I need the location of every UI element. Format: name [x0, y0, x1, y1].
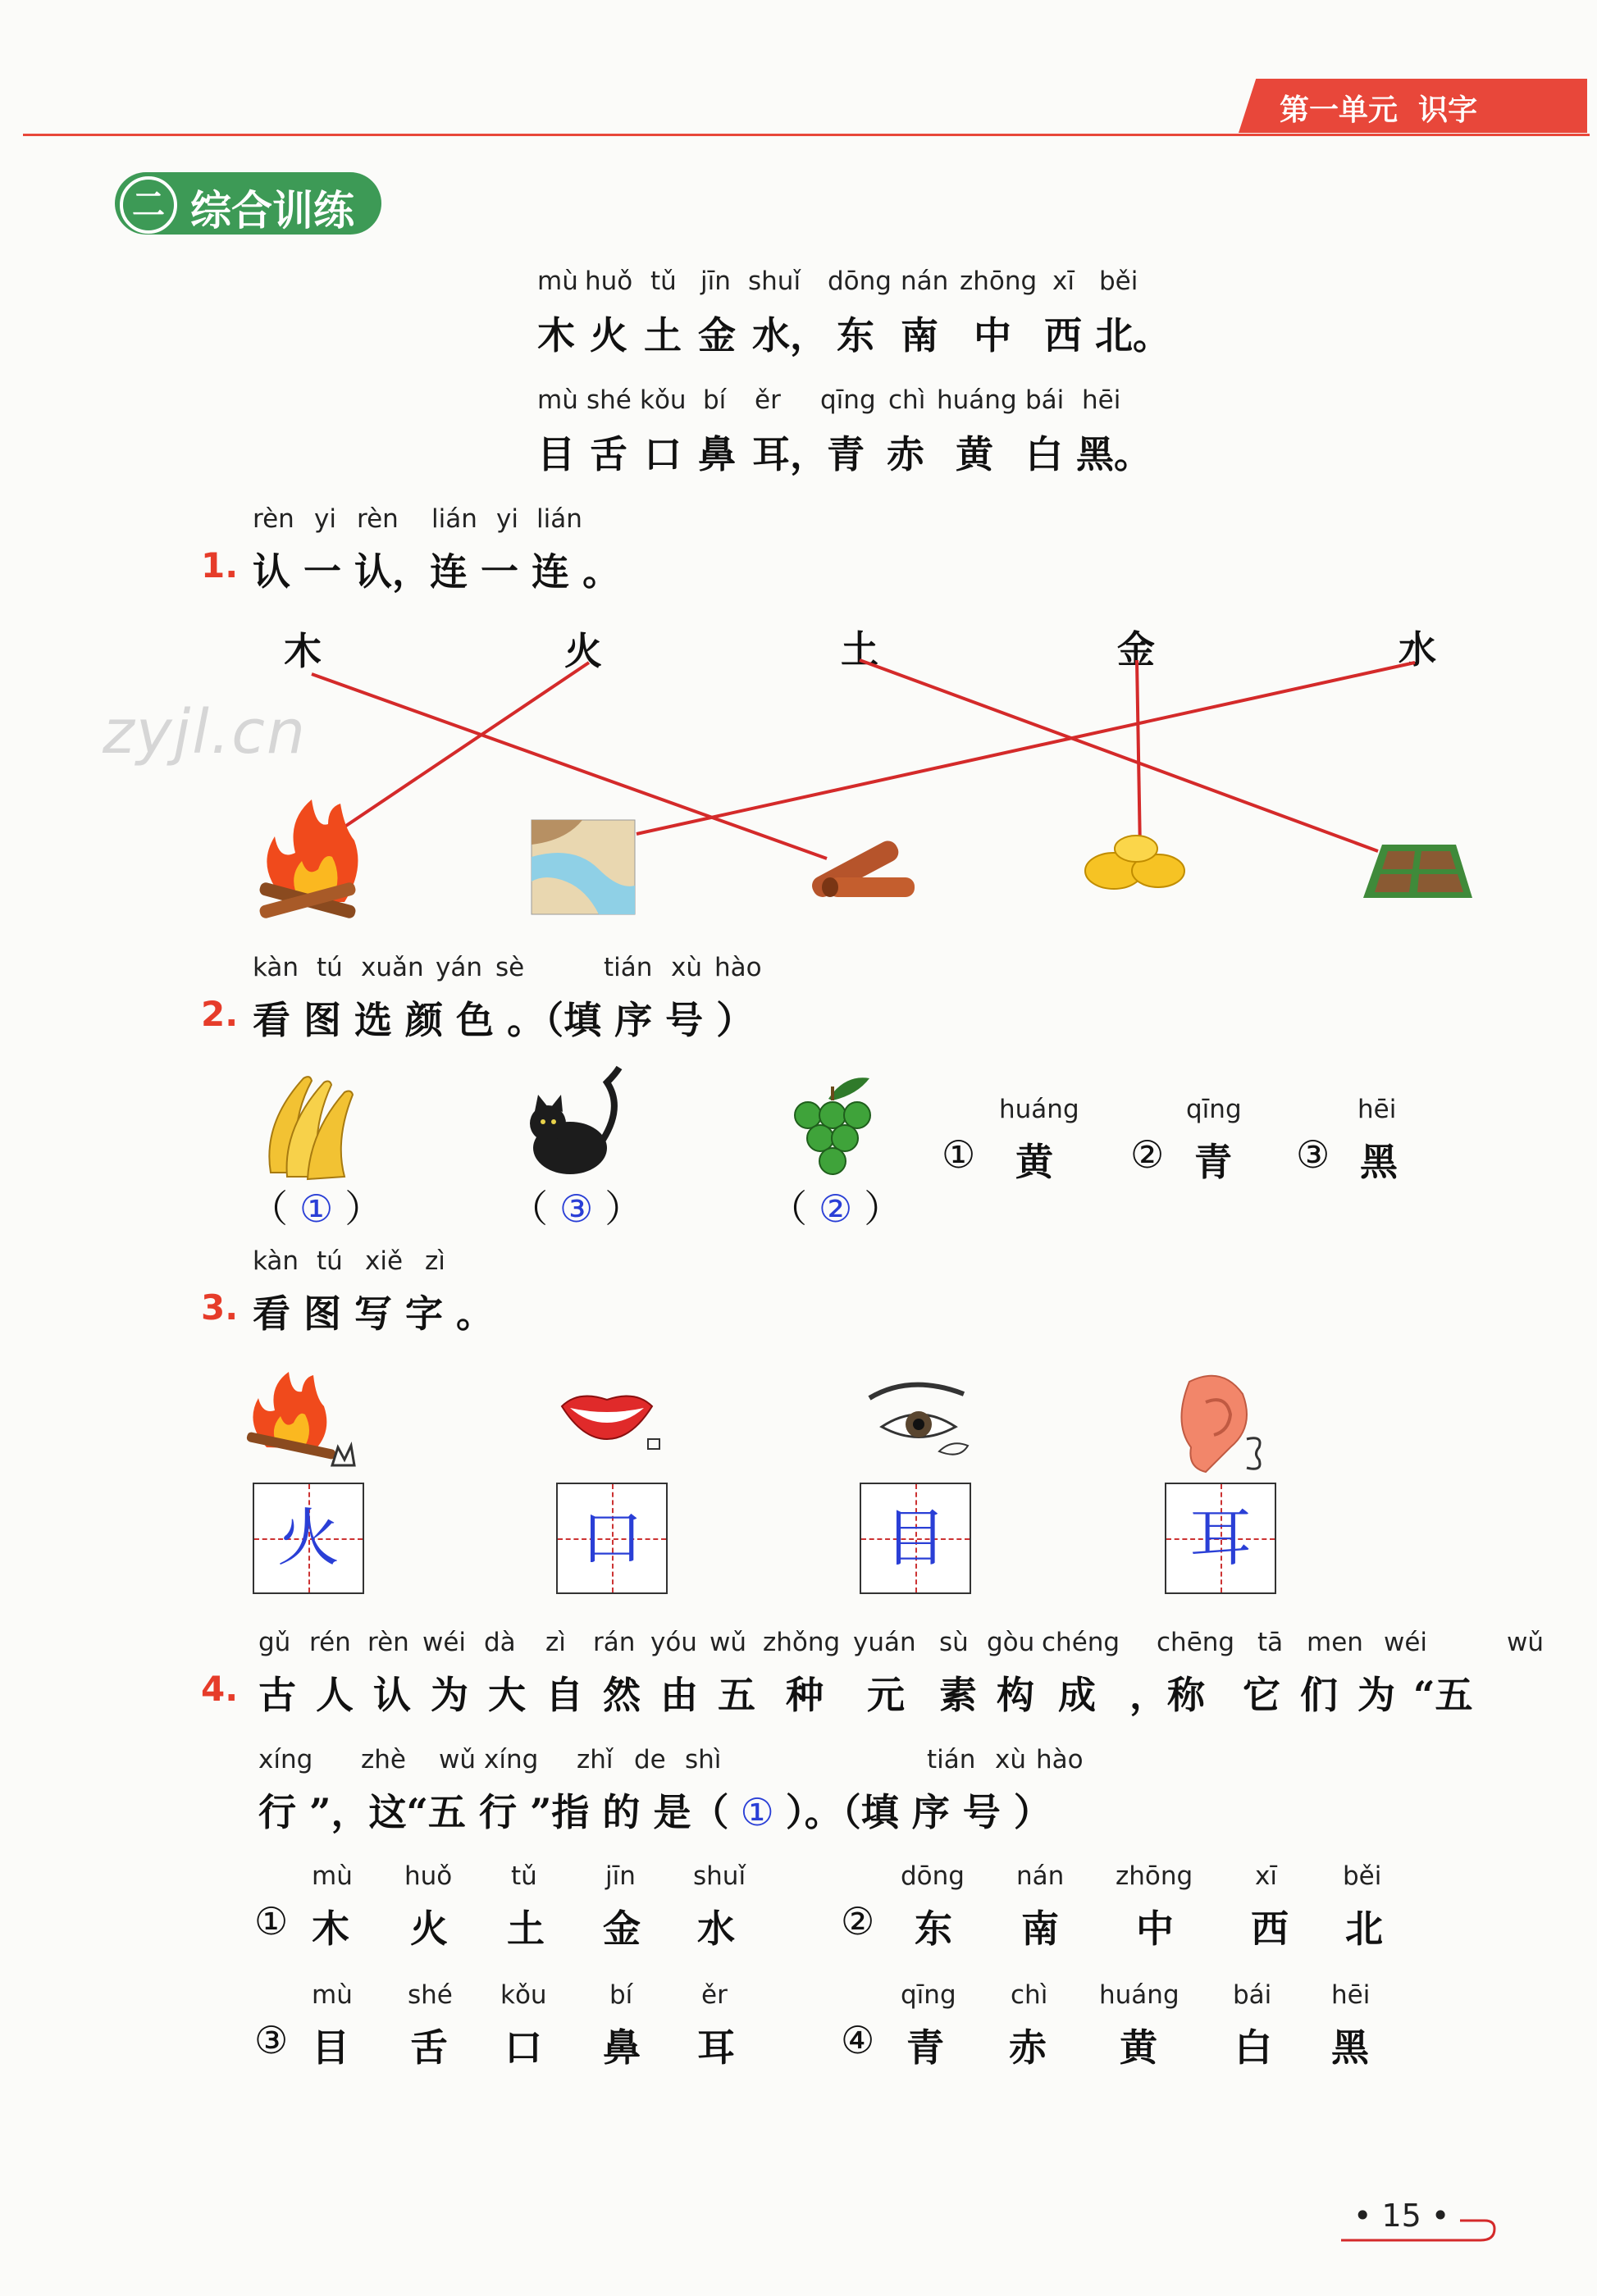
- page-number-swoosh: [1337, 2214, 1501, 2247]
- q1-text: 认 一 认，连 一 连 。: [253, 549, 621, 594]
- pinyin: lián: [536, 504, 582, 534]
- option-mark: ④: [841, 2018, 875, 2062]
- hanzi: 青: [906, 2025, 944, 2070]
- pinyin: dōng: [901, 1861, 965, 1891]
- q1-top-char: 土: [841, 627, 878, 672]
- pinyin: dōng: [828, 266, 892, 296]
- paren: （: [769, 1187, 807, 1231]
- pinyin: kǒu: [500, 1980, 547, 2010]
- hanzi: 水，: [752, 313, 828, 358]
- q2-answer-cat[interactable]: [510, 1179, 642, 1233]
- pinyin: wéi: [1384, 1628, 1428, 1657]
- hanzi: 火: [590, 313, 627, 358]
- pinyin: xuǎn: [361, 953, 424, 982]
- section-title: 综合训练: [190, 187, 354, 235]
- pinyin: mù: [537, 266, 578, 296]
- pinyin: huáng: [999, 1095, 1079, 1124]
- pinyin: rán: [593, 1628, 636, 1657]
- answer-text: ②: [819, 1187, 853, 1231]
- pinyin: shì: [685, 1745, 722, 1774]
- writing-grid-er[interactable]: [1165, 1483, 1276, 1594]
- hanzi: 木: [537, 313, 575, 358]
- pinyin: de: [634, 1745, 666, 1774]
- pinyin: yi: [314, 504, 336, 534]
- writing-grid-mu[interactable]: [860, 1483, 971, 1594]
- hanzi: 黑。: [1076, 432, 1152, 476]
- pinyin: gòu: [987, 1628, 1035, 1657]
- hanzi: 北。: [1095, 313, 1170, 358]
- pinyin: xíng: [484, 1745, 539, 1774]
- hanzi: 白: [1234, 2025, 1272, 2070]
- pinyin: bái: [1025, 385, 1065, 415]
- q2-answer-grape[interactable]: [769, 1179, 901, 1233]
- pinyin: huǒ: [404, 1861, 453, 1891]
- pinyin: qīng: [1186, 1095, 1242, 1124]
- paren: ）: [344, 1187, 383, 1231]
- pinyin: sè: [495, 953, 525, 982]
- pinyin: chéng: [1042, 1628, 1120, 1657]
- hanzi: 西: [1251, 1906, 1289, 1951]
- written-char: 口: [581, 1501, 643, 1574]
- q1-matching-area: [0, 0, 1597, 984]
- pinyin: yóu: [650, 1628, 697, 1657]
- hanzi: 大: [488, 1673, 526, 1717]
- option-mark: ①: [254, 1899, 289, 1943]
- pinyin: běi: [1343, 1861, 1382, 1891]
- pinyin: mù: [312, 1980, 353, 2010]
- pinyin: xī: [1255, 1861, 1277, 1891]
- paren: （: [510, 1187, 548, 1231]
- eye-picture: [869, 1385, 968, 1455]
- pinyin: zhǐ: [577, 1745, 614, 1774]
- option-char: 青: [1194, 1140, 1232, 1184]
- pinyin: hēi: [1357, 1095, 1397, 1124]
- matching-lines: [312, 660, 1415, 859]
- hanzi: 五: [718, 1673, 755, 1717]
- option-char: 黑: [1360, 1140, 1398, 1184]
- hanzi: 成: [1058, 1673, 1096, 1717]
- fire-picture: [258, 800, 358, 919]
- option-mark: ③: [254, 2018, 289, 2062]
- answer-text: ③: [559, 1187, 594, 1231]
- written-char: 目: [884, 1501, 947, 1574]
- option-mark: ③: [1296, 1132, 1330, 1177]
- hanzi: 自: [545, 1673, 583, 1717]
- hanzi: 南: [1021, 1906, 1059, 1951]
- hanzi: 中: [974, 313, 1011, 358]
- pinyin: tián: [604, 953, 653, 982]
- hanzi: 认: [373, 1673, 411, 1717]
- pinyin: ěr: [701, 1980, 728, 2010]
- pinyin: xíng: [258, 1745, 313, 1774]
- pinyin: hào: [714, 953, 762, 982]
- q1-top-char: 火: [564, 629, 602, 673]
- pinyin: men: [1307, 1628, 1363, 1657]
- hanzi: 口: [504, 2025, 542, 2070]
- page-number: • 15 •: [1353, 2198, 1450, 2234]
- q3-number: 3.: [201, 1287, 239, 1328]
- pinyin: qīng: [901, 1980, 956, 2010]
- pinyin: dà: [484, 1628, 516, 1657]
- hanzi: 素: [939, 1673, 977, 1717]
- hanzi: 东: [837, 313, 874, 358]
- pinyin: hēi: [1331, 1980, 1371, 2010]
- watermark: zyjl.cn: [103, 697, 307, 768]
- banana-picture: [269, 1077, 353, 1179]
- pinyin: xù: [995, 1745, 1026, 1774]
- pinyin: gǔ: [258, 1628, 291, 1657]
- hanzi: 青: [827, 432, 865, 476]
- hanzi: 南: [901, 313, 938, 358]
- pinyin: jīn: [700, 266, 731, 296]
- match-line-jin: [1137, 660, 1140, 851]
- hanzi: 金: [698, 313, 736, 358]
- pinyin: rèn: [253, 504, 294, 534]
- pinyin: bái: [1233, 1980, 1272, 2010]
- match-line-huo: [336, 663, 589, 832]
- pinyin: shuǐ: [748, 266, 801, 296]
- hanzi: 舌: [590, 432, 627, 476]
- hanzi: 鼻: [603, 2025, 641, 2070]
- pinyin: lián: [431, 504, 477, 534]
- pinyin: rèn: [357, 504, 399, 534]
- pinyin: zhōng: [1116, 1861, 1193, 1891]
- hanzi: 水: [697, 1906, 735, 1951]
- pinyin: mù: [312, 1861, 353, 1891]
- pinyin: huáng: [937, 385, 1017, 415]
- hanzi: 赤: [1009, 2025, 1047, 2070]
- hanzi: 它: [1243, 1673, 1280, 1717]
- written-char: 耳: [1189, 1501, 1252, 1574]
- answer-text: ①: [299, 1187, 334, 1231]
- q1-top-char: 水: [1399, 627, 1436, 672]
- pinyin: zhōng: [960, 266, 1038, 296]
- hanzi: 为: [1357, 1673, 1395, 1717]
- hanzi: 舌: [410, 2025, 448, 2070]
- hanzi: “五: [1413, 1673, 1473, 1717]
- hanzi: 金: [603, 1906, 641, 1951]
- pinyin: chì: [1011, 1980, 1048, 2010]
- pinyin: shé: [586, 385, 632, 415]
- pinyin: yuán: [853, 1628, 916, 1657]
- cat-picture: [530, 1068, 619, 1174]
- pinyin: kàn: [253, 1246, 299, 1276]
- pinyin: wǔ: [1507, 1628, 1545, 1657]
- q4-question-text: 行 ”，这“五 行 ”指 的 是（: [258, 1790, 729, 1834]
- option-mark: ②: [841, 1899, 875, 1943]
- hanzi: 构: [997, 1673, 1034, 1717]
- soil-picture: [1363, 845, 1472, 898]
- hanzi: 土: [507, 1906, 545, 1951]
- hanzi: 鼻: [698, 432, 736, 476]
- hanzi: 口: [644, 432, 682, 476]
- pinyin: wǔ: [439, 1745, 477, 1774]
- hanzi: 北: [1345, 1906, 1383, 1951]
- pinyin: tǔ: [650, 266, 677, 296]
- fire-picture: [246, 1372, 354, 1465]
- pinyin: zhǒng: [763, 1628, 841, 1657]
- q2-number: 2.: [201, 994, 239, 1034]
- q1-number: 1.: [201, 545, 239, 585]
- pinyin: xiě: [365, 1246, 404, 1276]
- pinyin: nán: [1016, 1861, 1065, 1891]
- pinyin: wéi: [422, 1628, 467, 1657]
- pinyin: zhè: [361, 1745, 406, 1774]
- hanzi: 黄: [1120, 2025, 1157, 2070]
- hanzi: 火: [410, 1906, 448, 1951]
- option-mark: ①: [942, 1132, 976, 1177]
- paren: ）: [605, 1187, 643, 1231]
- q4-question-text-end: ）。（填 序 号 ）: [785, 1790, 1052, 1834]
- q2-answer-banana[interactable]: [250, 1179, 382, 1233]
- pinyin: nán: [901, 266, 949, 296]
- pinyin: ěr: [755, 385, 781, 415]
- q1-top-char: 金: [1117, 627, 1155, 672]
- hanzi: 土: [644, 313, 682, 358]
- pinyin: yi: [496, 504, 518, 534]
- pinyin: xī: [1052, 266, 1075, 296]
- pinyin: chì: [888, 385, 926, 415]
- q3-text: 看 图 写 字 。: [253, 1292, 495, 1336]
- hanzi: 人: [316, 1673, 354, 1717]
- river-picture: [532, 820, 635, 914]
- pinyin: zì: [425, 1246, 445, 1276]
- hanzi: 东: [915, 1906, 952, 1951]
- hanzi: 们: [1300, 1673, 1338, 1717]
- q4-answer[interactable]: ①: [740, 1790, 774, 1834]
- pinyin: yán: [436, 953, 482, 982]
- pinyin: shuǐ: [693, 1861, 746, 1891]
- option-mark: ②: [1130, 1132, 1165, 1177]
- mouth-picture: [562, 1396, 659, 1450]
- pinyin: mù: [537, 385, 578, 415]
- pinyin: kǒu: [640, 385, 687, 415]
- hanzi: 目: [312, 2025, 349, 2070]
- q2-text: 看 图 选 颜 色 。（填 序 号 ）: [253, 998, 755, 1042]
- hanzi: 元: [867, 1673, 905, 1717]
- option-char: 黄: [1015, 1140, 1053, 1184]
- ear-picture: [1181, 1376, 1260, 1472]
- pinyin: tú: [317, 953, 343, 982]
- pinyin: wǔ: [710, 1628, 747, 1657]
- writing-grid-huo[interactable]: [253, 1483, 364, 1594]
- hanzi: 古: [258, 1673, 296, 1717]
- q4-number: 4.: [201, 1669, 239, 1709]
- paren: ）: [864, 1187, 902, 1231]
- written-char: 火: [277, 1501, 340, 1574]
- pinyin: shé: [408, 1980, 453, 2010]
- hanzi: 赤: [887, 432, 924, 476]
- pinyin: rén: [309, 1628, 351, 1657]
- pinyin: xù: [671, 953, 702, 982]
- writing-grid-kou[interactable]: [556, 1483, 668, 1594]
- hanzi: 白: [1025, 432, 1063, 476]
- header-unit-text: 第一单元: [1280, 93, 1399, 127]
- gold-picture: [1085, 836, 1184, 889]
- pinyin: qīng: [820, 385, 876, 415]
- hanzi: 耳，: [752, 432, 828, 476]
- pinyin: běi: [1099, 266, 1138, 296]
- hanzi: 耳: [697, 2025, 735, 2070]
- hanzi: 中: [1136, 1906, 1174, 1951]
- hanzi: 木: [312, 1906, 349, 1951]
- hanzi: 种: [786, 1673, 824, 1717]
- hanzi: 为: [431, 1673, 468, 1717]
- pinyin: tǔ: [511, 1861, 537, 1891]
- q1-top-char: 木: [284, 629, 322, 673]
- pinyin: sù: [939, 1628, 969, 1657]
- hanzi: 黑: [1331, 2025, 1369, 2070]
- header-topic-text: 识字: [1418, 93, 1478, 127]
- pinyin: tā: [1257, 1628, 1284, 1657]
- pinyin: huǒ: [585, 266, 633, 296]
- pinyin: hào: [1036, 1745, 1084, 1774]
- pinyin: zì: [545, 1628, 566, 1657]
- pinyin: tú: [317, 1246, 343, 1276]
- pinyin: bí: [609, 1980, 633, 2010]
- hanzi: ，称: [1129, 1673, 1205, 1717]
- pinyin: bí: [703, 385, 727, 415]
- hanzi: 由: [660, 1673, 698, 1717]
- paren: （: [250, 1187, 288, 1231]
- q3-pictures: [0, 1357, 1597, 1480]
- match-line-shui: [637, 663, 1415, 834]
- hanzi: 西: [1044, 313, 1082, 358]
- pinyin: huáng: [1099, 1980, 1179, 2010]
- pinyin: jīn: [605, 1861, 636, 1891]
- pinyin: chēng: [1157, 1628, 1235, 1657]
- pinyin: hēi: [1082, 385, 1121, 415]
- pinyin: tián: [927, 1745, 976, 1774]
- section-mark: 二: [120, 176, 177, 234]
- hanzi: 黄: [956, 432, 993, 476]
- pinyin: rèn: [367, 1628, 409, 1657]
- grape-picture: [795, 1077, 870, 1174]
- wood-picture: [809, 837, 915, 900]
- hanzi: 目: [537, 432, 575, 476]
- hanzi: 然: [603, 1673, 641, 1717]
- pinyin: kàn: [253, 953, 299, 982]
